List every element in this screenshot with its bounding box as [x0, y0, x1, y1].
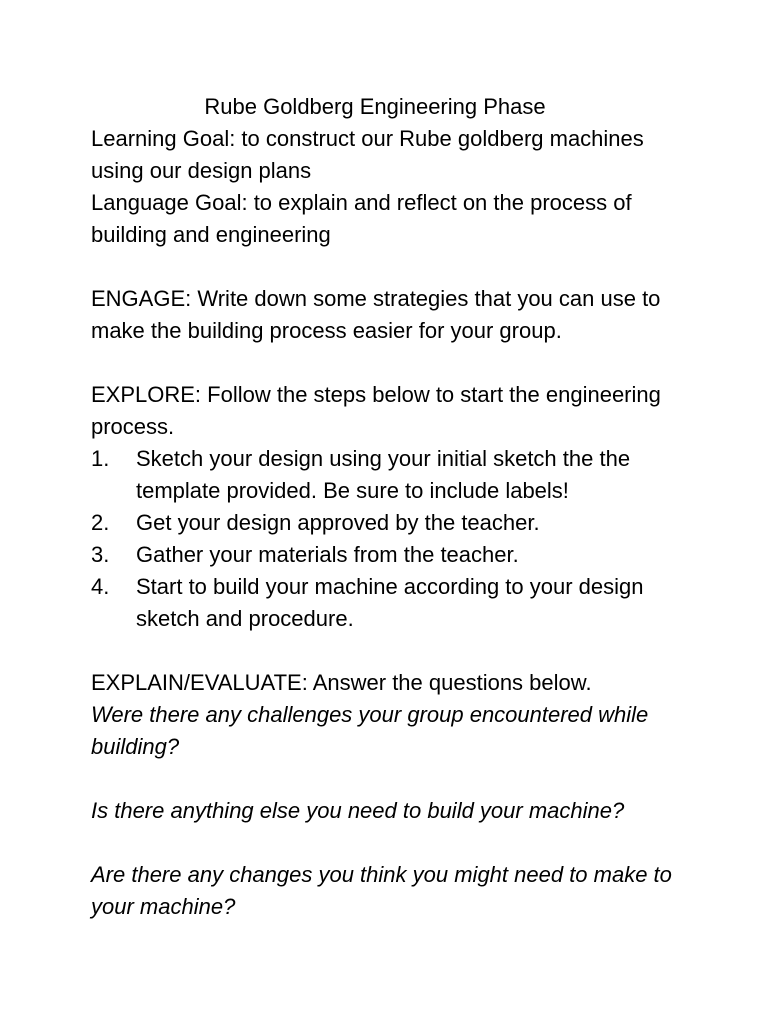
- question-challenges: Were there any challenges your group encountered while building?: [91, 702, 649, 759]
- list-item: [91, 507, 691, 539]
- list-item: [91, 443, 691, 507]
- spacer: [91, 347, 691, 379]
- engage-section: ENGAGE: Write down some strategies that you can use to make the building process easier for your group.: [91, 286, 661, 343]
- spacer: [91, 635, 691, 667]
- document-body: [91, 91, 691, 923]
- step-text: Gather your materials from the teacher.: [136, 542, 519, 567]
- step-text: Get your design approved by the teacher.: [136, 510, 540, 535]
- question-anything-else: Is there anything else you need to build your machine?: [91, 798, 625, 823]
- list-item: [91, 539, 691, 571]
- explore-intro: EXPLORE: Follow the steps below to start the engineering process.: [91, 382, 661, 439]
- learning-goal: Learning Goal: to construct our Rube goldberg machines using our design plans: [91, 126, 644, 183]
- language-goal: Language Goal: to explain and reflect on the process of building and engineering: [91, 190, 632, 247]
- step-text: Start to build your machine according to your design sketch and procedure.: [136, 574, 644, 631]
- step-number: 3.: [91, 542, 110, 567]
- step-number: 2.: [91, 510, 110, 535]
- step-number: 1.: [91, 446, 110, 471]
- explain-intro: EXPLAIN/EVALUATE: Answer the questions below.: [91, 670, 592, 695]
- spacer: [91, 763, 691, 795]
- list-item: [91, 571, 691, 635]
- spacer: [91, 251, 691, 283]
- question-changes: Are there any changes you think you might need to make to your machine?: [91, 862, 672, 919]
- spacer: [91, 827, 691, 859]
- explore-steps-list: [91, 443, 691, 635]
- step-text: Sketch your design using your initial sketch the the template provided. Be sure to include labels!: [136, 446, 631, 503]
- step-number: 4.: [91, 574, 110, 599]
- document-title: Rube Goldberg Engineering Phase: [204, 94, 546, 119]
